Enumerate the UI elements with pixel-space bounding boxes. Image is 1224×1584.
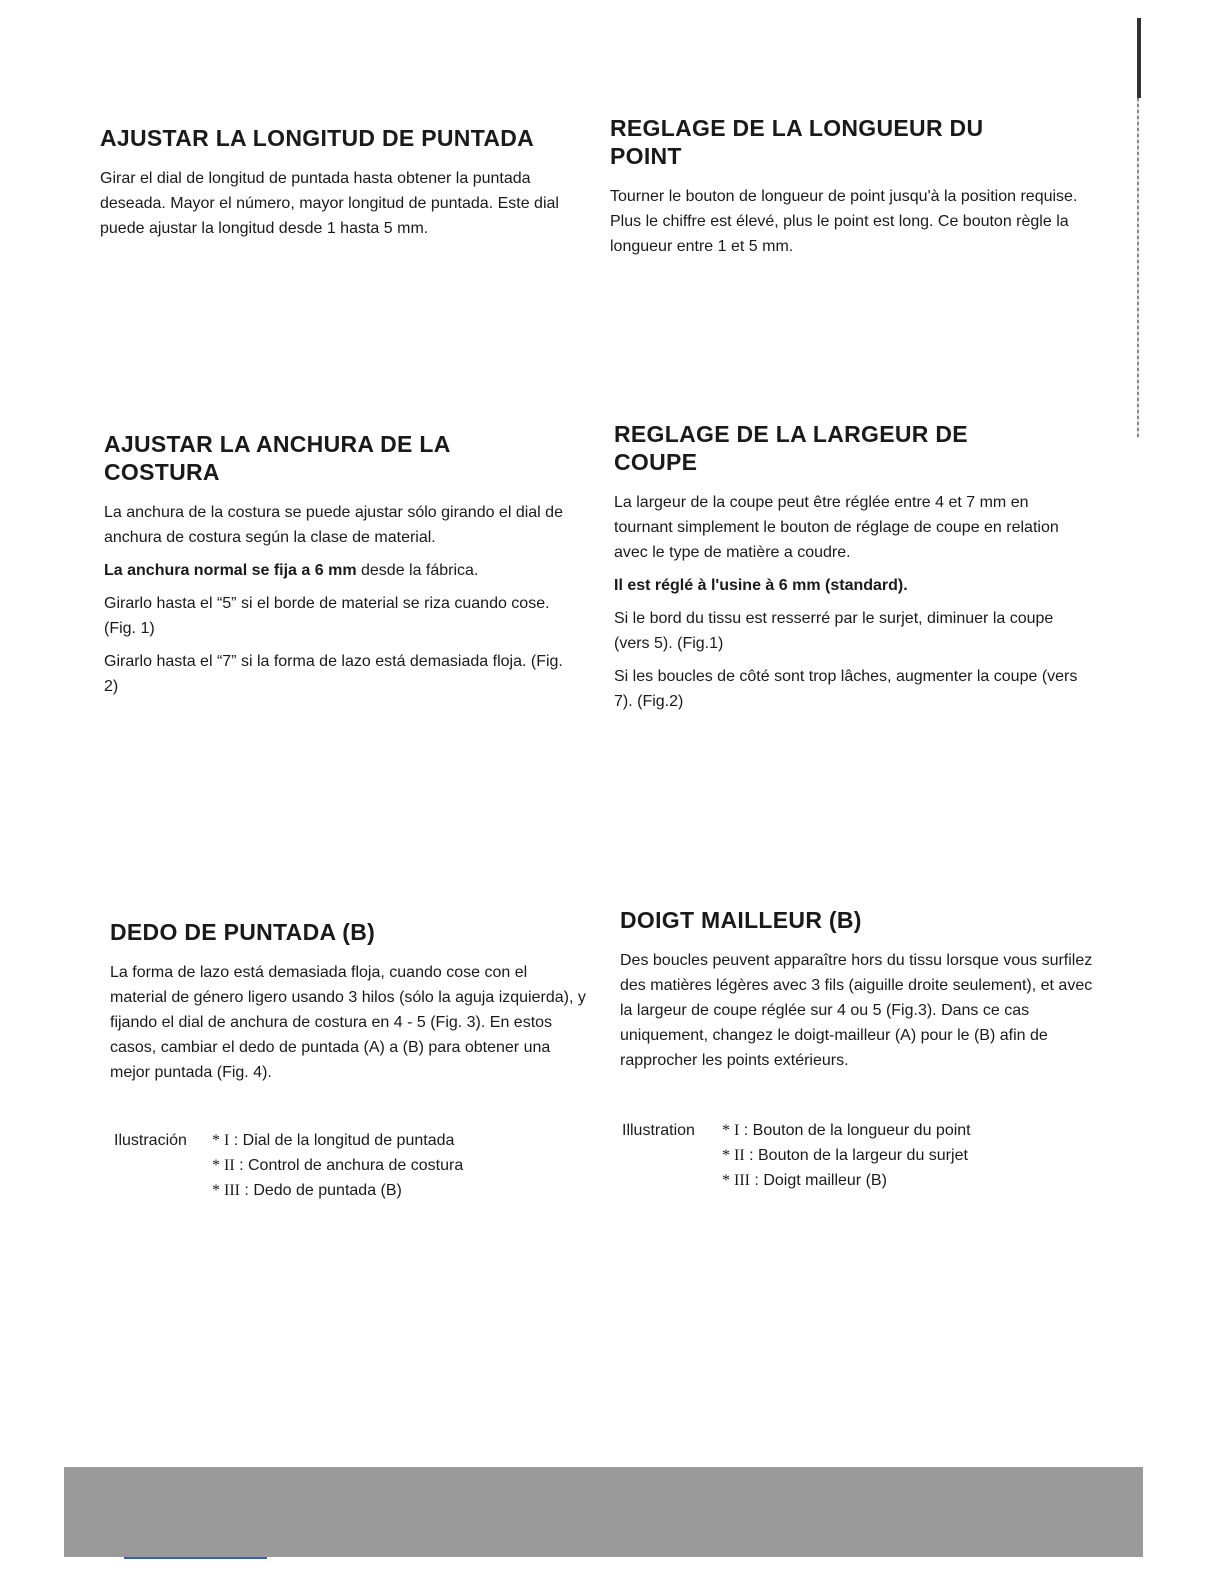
caption-fr-items xyxy=(722,1118,971,1193)
para-fr-cutting-width-4: Si les boucles de côté sont trop lâches, augmenter la coupe (vers 7). (Fig.2) xyxy=(614,668,1078,710)
caption-es-item xyxy=(212,1178,463,1203)
caption-es-item-text: : Dial de la longitud de puntada xyxy=(229,1132,455,1149)
para-es-seam-width-4: Girarlo hasta el “7” si la forma de lazo está demasiada floja. (Fig. 2) xyxy=(104,653,563,695)
caption-fr-item xyxy=(722,1143,971,1168)
para-fr-stitch-finger: Des boucles peuvent apparaître hors du tissu lorsque vous surfilez des matières légères avec 3 fils (aiguille droite seulement), et avec la largeur de coupe réglée sur 4 ou 5 (Fig.3). Dans ce cas uniquement, changez le doigt-mailleur (A) pour le (B) afin de rapprocher les points extérieurs. xyxy=(620,952,1093,1069)
caption-fr-item-text: : Doigt mailleur (B) xyxy=(749,1172,887,1189)
caption-fr-item xyxy=(722,1118,971,1143)
footer-gray-bar xyxy=(64,1467,1143,1557)
caption-es-label: Ilustración xyxy=(114,1132,187,1149)
heading-es-stitch-finger: DEDO DE PUNTADA (B) xyxy=(110,919,376,945)
heading-es-stitch-length: AJUSTAR LA LONGITUD DE PUNTADA xyxy=(100,125,535,151)
heading-fr-cutting-width: REGLAGE DE LA LARGEUR DE COUPE xyxy=(614,421,968,475)
section-fr-stitch-finger xyxy=(620,906,1096,1081)
para-es-seam-width-1: La anchura de la costura se puede ajustar sólo girando el dial de anchura de costura según la clase de material. xyxy=(104,504,563,546)
para-fr-cutting-width-3: Si le bord du tissu est resserré par le surjet, diminuer la coupe (vers 5). (Fig.1) xyxy=(614,610,1054,652)
para-es-seam-width-3: Girarlo hasta el “5” si el borde de material se riza cuando cose. (Fig. 1) xyxy=(104,595,550,637)
para-es-seam-width-2 xyxy=(104,558,580,583)
caption-es-item xyxy=(212,1153,463,1178)
section-es-seam-width xyxy=(104,430,580,707)
heading-es-seam-width: AJUSTAR LA ANCHURA DE LA COSTURA xyxy=(104,431,450,485)
caption-fr-item-text: : Bouton de la longueur du point xyxy=(739,1122,971,1139)
caption-es-item-mark: * II xyxy=(212,1157,235,1174)
para-es-stitch-finger: La forma de lazo está demasiada floja, cuando cose con el material de género ligero usando 3 hilos (sólo la aguja izquierda), y fijando el dial de anchura de costura en 4 - 5 (Fig. 3). En estos casos, cambiar el dedo de puntada (A) a (B) para obtener una mejor puntada (Fig. 4). xyxy=(110,964,586,1081)
caption-es-item-mark: * I xyxy=(212,1132,230,1149)
para-es-seam-width-2-rest: desde la fábrica. xyxy=(356,562,479,579)
section-fr-cutting-width xyxy=(614,420,1090,722)
heading-fr-stitch-length: REGLAGE DE LA LONGUEUR DU POINT xyxy=(610,115,984,169)
caption-fr xyxy=(622,1118,1102,1198)
heading-fr-stitch-finger: DOIGT MAILLEUR (B) xyxy=(620,907,862,933)
para-fr-cutting-width-1: La largeur de la coupe peut être réglée entre 4 et 7 mm en tournant simplement le bouton de réglage de coupe en relation avec le type de matière a coudre. xyxy=(614,494,1059,561)
section-es-stitch-finger xyxy=(110,918,586,1093)
section-es-stitch-length xyxy=(100,124,580,249)
caption-es-item-text: : Control de anchura de costura xyxy=(234,1157,464,1174)
caption-fr-item xyxy=(722,1168,971,1193)
caption-es-item-text: : Dedo de puntada (B) xyxy=(239,1182,402,1199)
caption-es-items xyxy=(212,1128,463,1203)
para-fr-cutting-width-2: Il est réglé à l'usine à 6 mm (standard). xyxy=(614,577,908,594)
para-fr-stitch-length: Tourner le bouton de longueur de point jusqu'à la position requise. Plus le chiffre est élevé, plus le point est long. Ce bouton règle la longueur entre 1 et 5 mm. xyxy=(610,188,1078,255)
section-fr-stitch-length xyxy=(610,114,1090,267)
caption-es-item-mark: * III xyxy=(212,1182,240,1199)
scan-edge-line xyxy=(1137,18,1141,98)
caption-fr-item-text: : Bouton de la largeur du surjet xyxy=(744,1147,968,1164)
caption-es xyxy=(114,1128,594,1208)
caption-fr-item-mark: * II xyxy=(722,1147,745,1164)
scan-edge-grain xyxy=(1137,98,1139,438)
caption-fr-label: Illustration xyxy=(622,1122,695,1139)
footer-blue-line xyxy=(124,1557,267,1559)
caption-fr-item-mark: * III xyxy=(722,1172,750,1189)
caption-es-item xyxy=(212,1128,463,1153)
para-es-seam-width-2-bold: La anchura normal se fija a 6 mm xyxy=(104,562,357,579)
caption-fr-item-mark: * I xyxy=(722,1122,740,1139)
para-es-stitch-length: Girar el dial de longitud de puntada hasta obtener la puntada deseada. Mayor el número, mayor longitud de puntada. Este dial puede ajustar la longitud desde 1 hasta 5 mm. xyxy=(100,170,559,237)
